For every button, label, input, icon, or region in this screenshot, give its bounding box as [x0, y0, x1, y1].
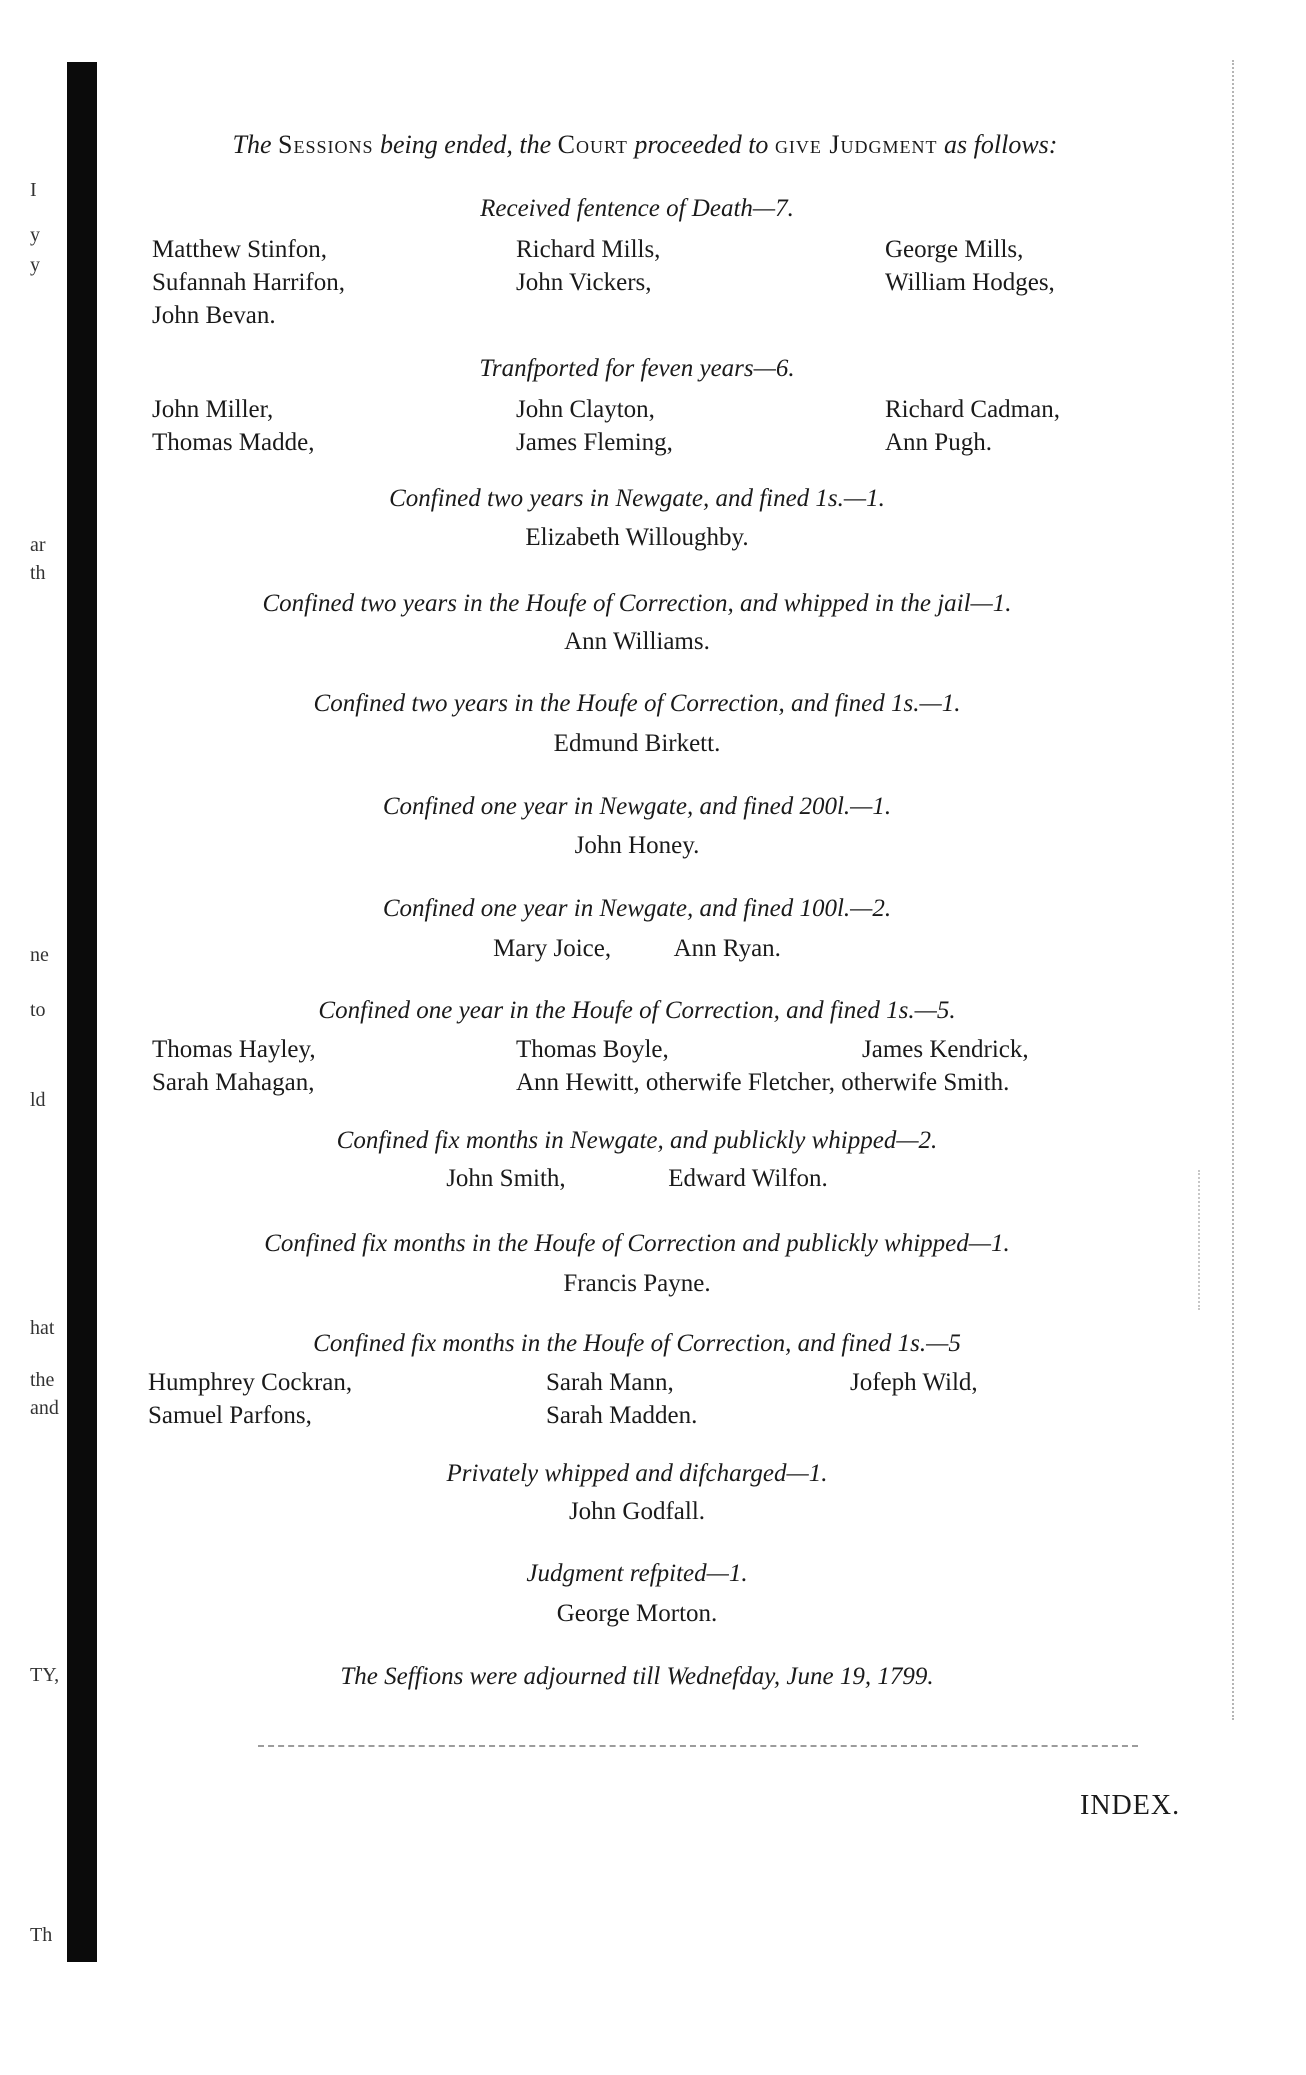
gutter-fragment: ar — [30, 534, 46, 556]
section-title: Confined one year in Newgate, and fined 200l.—1. — [382, 793, 892, 820]
convict-name: James Kendrick, — [862, 1036, 1029, 1063]
names-column — [148, 1366, 352, 1432]
gutter-fragment: hat — [30, 1317, 55, 1339]
gutter-fragment: to — [30, 999, 46, 1021]
closing-statement: The Seffions were adjourned till Wednefday, June 19, 1799. — [340, 1663, 934, 1690]
names-row — [97, 935, 1177, 963]
gutter-fragment: TY, — [30, 1664, 60, 1686]
convict-name: James Fleming, — [516, 429, 673, 456]
convict-name: Humphrey Cockran, — [148, 1369, 353, 1396]
section-title: Confined fix months in the Houfe of Correction, and fined 1s.—5 — [313, 1330, 961, 1357]
divider-rule — [258, 1745, 1138, 1747]
convict-name: Richard Cadman, — [885, 396, 1060, 423]
right-margin-specks — [1232, 60, 1246, 1720]
convict-name: Sufannah Harrifon, — [152, 269, 345, 296]
section-title: Confined one year in Newgate, and fined 100l.—2. — [382, 895, 892, 922]
convict-name: Sarah Mahagan, — [152, 1069, 315, 1096]
convict-name: Jofeph Wild, — [850, 1369, 978, 1396]
names-column — [152, 393, 314, 459]
gutter-fragment: I — [30, 179, 37, 201]
page-heading — [150, 130, 1140, 160]
book-spine-shadow — [67, 62, 97, 1962]
section-title: Confined fix months in Newgate, and publickly whipped—2. — [336, 1127, 938, 1154]
convict-name: Richard Mills, — [516, 236, 661, 263]
convict-name: Ann Williams. — [564, 628, 710, 655]
convict-name: John Miller, — [152, 396, 274, 423]
catchword: INDEX. — [1080, 1790, 1181, 1821]
section-title: Confined two years in Newgate, and fined 1s.—1. — [389, 485, 885, 512]
convict-name: John Godfall. — [568, 1498, 706, 1525]
convict-name: Sarah Madden. — [546, 1402, 698, 1429]
section-title-transported: Tranfported for feven years—6. — [479, 355, 795, 382]
names-column — [850, 1366, 978, 1399]
convict-name: John Vickers, — [516, 269, 652, 296]
convict-name: William Hodges, — [885, 269, 1055, 296]
convict-name: Ann Hewitt, otherwife Fletcher, otherwife Smith. — [516, 1069, 1010, 1096]
names-column — [885, 393, 1060, 459]
gutter-fragment: y — [30, 224, 40, 246]
names-column — [152, 1033, 316, 1099]
convict-name: Ann Pugh. — [885, 429, 992, 456]
heading-part: Court — [557, 130, 628, 159]
convict-name: John Smith, — [446, 1165, 566, 1192]
heading-part: being ended, the — [380, 130, 552, 159]
convict-name: Elizabeth Willoughby. — [525, 524, 749, 551]
convict-name: Thomas Boyle, — [516, 1036, 669, 1063]
gutter-fragments — [0, 0, 64, 2075]
convict-name: Mary Joice, — [493, 935, 612, 962]
section-title-death: Received fentence of Death—7. — [480, 195, 794, 222]
convict-name: Edward Wilfon. — [668, 1165, 828, 1192]
heading-part: give Judgment — [774, 130, 938, 159]
section-title: Judgment refpited—1. — [526, 1560, 748, 1587]
gutter-fragment: Th — [30, 1924, 53, 1946]
convict-name: Matthew Stinfon, — [152, 236, 327, 263]
names-column — [516, 393, 673, 459]
convict-name: Samuel Parfons, — [148, 1402, 312, 1429]
heading-part: as follows: — [944, 130, 1058, 159]
names-column — [862, 1033, 1029, 1066]
convict-name: John Bevan. — [152, 302, 276, 329]
names-row — [97, 1165, 1177, 1193]
convict-name: Edmund Birkett. — [553, 730, 721, 757]
names-column — [885, 233, 1055, 299]
section-title: Privately whipped and difcharged—1. — [446, 1460, 828, 1487]
names-column — [152, 233, 345, 332]
convict-name: Ann Ryan. — [673, 935, 781, 962]
gutter-fragment: the — [30, 1369, 55, 1391]
heading-part: proceeded to — [634, 130, 769, 159]
convict-name: George Mills, — [885, 236, 1024, 263]
gutter-fragment: th — [30, 562, 46, 584]
gutter-fragment: ld — [30, 1089, 46, 1111]
section-title: Confined fix months in the Houfe of Correction and publickly whipped—1. — [264, 1230, 1010, 1257]
section-title: Confined one year in the Houfe of Correction, and fined 1s.—5. — [318, 997, 956, 1024]
section-title: Confined two years in the Houfe of Correction, and whipped in the jail—1. — [262, 590, 1012, 617]
heading-part: The — [232, 130, 272, 159]
names-column — [516, 233, 660, 299]
convict-name: Thomas Hayley, — [152, 1036, 316, 1063]
right-margin-specks-lower — [1198, 1170, 1202, 1310]
convict-name: Sarah Mann, — [546, 1369, 674, 1396]
gutter-fragment: and — [30, 1397, 59, 1419]
heading-part: Sessions — [278, 130, 374, 159]
convict-name: Thomas Madde, — [152, 429, 315, 456]
section-title: Confined two years in the Houfe of Correction, and fined 1s.—1. — [313, 690, 961, 717]
convict-name: George Morton. — [556, 1600, 718, 1627]
names-column — [546, 1366, 697, 1432]
gutter-fragment: y — [30, 254, 40, 276]
gutter-fragment: ne — [30, 944, 49, 966]
convict-name: John Honey. — [574, 832, 700, 859]
convict-name: John Clayton, — [516, 396, 655, 423]
convict-name: Francis Payne. — [563, 1270, 711, 1297]
